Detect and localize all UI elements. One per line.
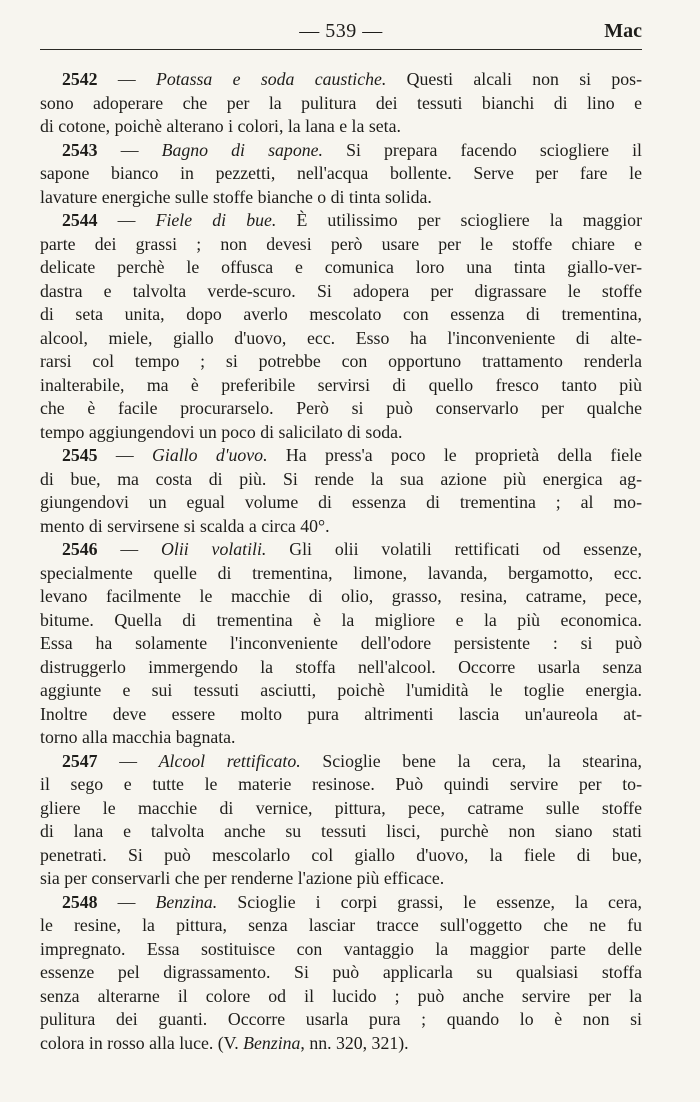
text-line: [40, 491, 642, 515]
entry-title: Alcool rettificato.: [158, 750, 301, 771]
text-line: [40, 632, 642, 656]
text-line: [40, 938, 642, 962]
text-run: pulitura dei guanti. Occorre usarla pura ; quando lo è non si: [40, 1009, 642, 1029]
text-line: [40, 374, 642, 398]
entry-title: Fiele di bue.: [155, 210, 277, 230]
text-run: di lana e talvolta anche su tessuti lisci, purchè non siano stati: [40, 821, 642, 841]
text-run: Gli olii volatili rettificati od essenze,: [266, 539, 642, 559]
text-run: tempo aggiungendovi un poco di salicilato di soda.: [40, 421, 403, 442]
entry-number: 2542: [62, 69, 98, 89]
text-run: penetrati. Si può mescolarlo col giallo d'uovo, la fiele di bue,: [40, 844, 642, 865]
text-run: le resine, la pittura, senza lasciar tracce sull'oggetto che ne fu: [40, 915, 642, 935]
text-line: [40, 961, 642, 985]
text-line: [40, 397, 642, 421]
text-run: Si prepara facendo sciogliere il: [322, 139, 642, 160]
text-line: [40, 679, 642, 703]
text-line: [40, 656, 642, 680]
text-run: impregnato. Essa sostituisce con vantaggio la maggior parte delle: [40, 938, 642, 959]
text-run: È utilissimo per sciogliere la maggior: [276, 210, 642, 230]
entry-title: Potassa e soda caustiche.: [155, 69, 387, 89]
entry-title: Giallo d'uovo.: [152, 445, 268, 465]
text-run: il sego e tutte le materie resinose. Può quindi servire per to-: [40, 774, 642, 794]
text-line: [40, 444, 642, 468]
text-line: [40, 350, 642, 374]
text-line: [40, 914, 642, 938]
entry-number: 2546: [62, 539, 98, 559]
text-run: aggiunte e sui tessuti asciutti, poichè l'umidità le toglie energia.: [40, 680, 642, 700]
text-line: [40, 186, 642, 210]
text-run: essenze pel digrassamento. Si può applicarla su qualsiasi stoffa: [40, 962, 642, 982]
text-run: torno alla macchia bagnata.: [40, 727, 236, 747]
text-line: [40, 562, 642, 586]
text-line: [40, 280, 642, 304]
text-run: lavature energiche sulle stoffe bianche o di tinta solida.: [40, 186, 432, 207]
text-line: [40, 609, 642, 633]
text-run: di seta unita, dopo averlo mescolato con essenza di trementina,: [40, 304, 642, 324]
text-run: Scioglie i corpi grassi, le essenze, la cera,: [217, 891, 642, 912]
text-run: parte dei grassi ; non devesi però usare per le stoffe chiare e: [40, 233, 642, 254]
entry-title: Olii volatili.: [161, 539, 267, 559]
text-run: sapone bianco in pezzetti, nell'acqua bollente. Serve per fare le: [40, 163, 642, 183]
entry-title: Benzina: [243, 1032, 301, 1053]
text-run: —: [97, 139, 162, 160]
text-run: che è facile procurarselo. Però si può conservarlo per qualche: [40, 398, 642, 418]
text-run: dastra e talvolta verde-scuro. Si adopera per digrassare le stoffe: [40, 280, 642, 301]
text-line: [40, 773, 642, 797]
text-run: di bue, ma costa di più. Si rende la sua azione più energica ag-: [40, 468, 642, 489]
text-run: Ha press'a poco le proprietà della fiele: [267, 445, 643, 465]
text-line: [40, 844, 642, 868]
text-line: [40, 256, 642, 280]
text-line: [40, 867, 642, 891]
text-run: —: [97, 445, 153, 465]
text-run: levano facilmente le macchie di olio, grasso, resina, catrame, pece,: [40, 586, 642, 606]
text-run: giungendovi un egual volume di essenza di trementina ; al mo-: [40, 492, 642, 512]
text-line: [40, 703, 642, 727]
text-run: rarsi col tempo ; si potrebbe con opportuno trattamento renderla: [40, 351, 642, 371]
text-run: specialmente quelle di trementina, limone, lavanda, bergamotto, ecc.: [40, 562, 642, 583]
text-run: gliere le macchie di vernice, pittura, pece, catrame sulle stoffe: [40, 797, 642, 818]
entry-number: 2543: [62, 139, 98, 160]
text-line: [40, 891, 642, 915]
text-line: [40, 468, 642, 492]
text-run: alcool, miele, giallo d'uovo, ecc. Esso ha l'inconveniente di alte-: [40, 327, 642, 348]
header-rule: [40, 49, 642, 50]
text-line: [40, 1032, 642, 1056]
text-line: [40, 1008, 642, 1032]
entry-number: 2545: [62, 445, 98, 465]
page-header: [40, 14, 642, 50]
text-line: [40, 233, 642, 257]
text-run: distruggerlo immergendo la stoffa nell'alcool. Occorre usarla senza: [40, 656, 642, 677]
text-run: —: [97, 69, 156, 89]
text-line: [40, 68, 642, 92]
text-run: Essa ha solamente l'inconveniente dell'odore persistente : si può: [40, 633, 642, 653]
entry-number: 2547: [62, 750, 98, 771]
text-line: [40, 92, 642, 116]
entry-title: Bagno di sapone.: [161, 139, 323, 160]
text-line: [40, 985, 642, 1009]
page-number: — 539 —: [299, 20, 383, 42]
text-run: —: [97, 750, 159, 771]
text-run: sono adoperare che per la pulitura dei tessuti bianchi di lino e: [40, 92, 642, 113]
text-run: Questi alcali non si pos-: [386, 69, 642, 89]
text-run: colora in rosso alla luce. (V.: [40, 1032, 244, 1053]
entry-number: 2548: [62, 891, 98, 912]
text-run: inalterabile, ma è preferibile servirsi di quello fresco tanto più: [40, 374, 642, 395]
text-run: —: [97, 539, 162, 559]
text-line: [40, 515, 642, 539]
text-run: , nn. 320, 321).: [300, 1032, 409, 1053]
text-line: [40, 421, 642, 445]
text-line: [40, 327, 642, 351]
text-run: —: [97, 891, 156, 912]
page-body: [40, 68, 642, 1055]
text-run: sia per conservarli che per renderne l'azione più efficace.: [40, 868, 445, 888]
text-run: di cotone, poichè alterano i colori, la lana e la seta.: [40, 116, 401, 136]
text-run: delicate perchè le offusca e comunica loro una tinta giallo-ver-: [40, 257, 642, 277]
text-line: [40, 585, 642, 609]
text-line: [40, 303, 642, 327]
entry-number: 2544: [62, 210, 98, 230]
text-line: [40, 726, 642, 750]
text-run: senza alterarne il colore od il lucido ; può anche servire per la: [40, 985, 642, 1006]
text-run: mento di servirsene si scalda a circa 40°.: [40, 515, 330, 536]
text-line: [40, 139, 642, 163]
text-run: Scioglie bene la cera, la stearina,: [300, 750, 642, 771]
text-line: [40, 115, 642, 139]
text-run: Inoltre deve essere molto pura altrimenti lascia un'aureola at-: [40, 703, 642, 724]
text-run: bitume. Quella di trementina è la migliore e la più economica.: [40, 609, 642, 630]
text-line: [40, 750, 642, 774]
text-run: —: [97, 210, 156, 230]
text-line: [40, 538, 642, 562]
running-head: Mac: [604, 20, 642, 42]
text-line: [40, 797, 642, 821]
text-line: [40, 820, 642, 844]
text-line: [40, 209, 642, 233]
text-line: [40, 162, 642, 186]
entry-title: Benzina.: [155, 891, 218, 912]
